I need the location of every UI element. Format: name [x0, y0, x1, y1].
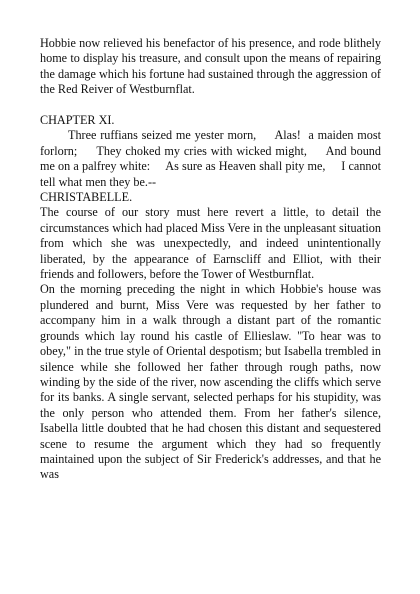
epigraph-verse: Three ruffians seized me yester morn, Alas! a maiden most forlorn; They choked my cries with wicked might, And bound me on a palfrey white: As sure as Heaven shall pity me, I cannot tell what men they be.-- [40, 128, 385, 189]
paragraph-spacer [40, 98, 381, 113]
paragraph-morning: On the morning preceding the night in which Hobbie's house was plundered and burnt, Miss Vere was requested by her father to accompany him in a walk through a distant part of the romantic grounds which lay round his castle of Ellieslaw. "To hear was to obey," in the true style of Oriental despotism; but Isabella trembled in silence while she followed her father through rough paths, now winding by the side of the river, now ascending the cliffs which serve for its banks. A single servant, selected perhaps for his stupidity, was the only person who attended them. From her father's silence, Isabella little doubted that he had chosen this distant and sequestered scene to resume the argument which they had so frequently maintained upon the subject of Sir Frederick's addresses, and that he was [40, 282, 381, 482]
epigraph-attribution: CHRISTABELLE. [40, 190, 133, 205]
paragraph-course-of-story: The course of our story must here revert a little, to detail the circumstances which had placed Miss Vere in the unpleasant situation from which she was unexpectedly, and indeed unintentionally liberated, by the appearance of Earnscliff and Elliot, with their friends and followers, before the Tower of Westburnflat. [40, 205, 381, 282]
paragraph-hobbie: Hobbie now relieved his benefactor of his presence, and rode blithely home to display his treasure, and consult upon the means of repairing the damage which his fortune had sustained through the aggression of the Red Reiver of Westburnflat. [40, 36, 381, 97]
document-page [40, 36, 385, 483]
chapter-heading: CHAPTER XI. [40, 113, 115, 128]
